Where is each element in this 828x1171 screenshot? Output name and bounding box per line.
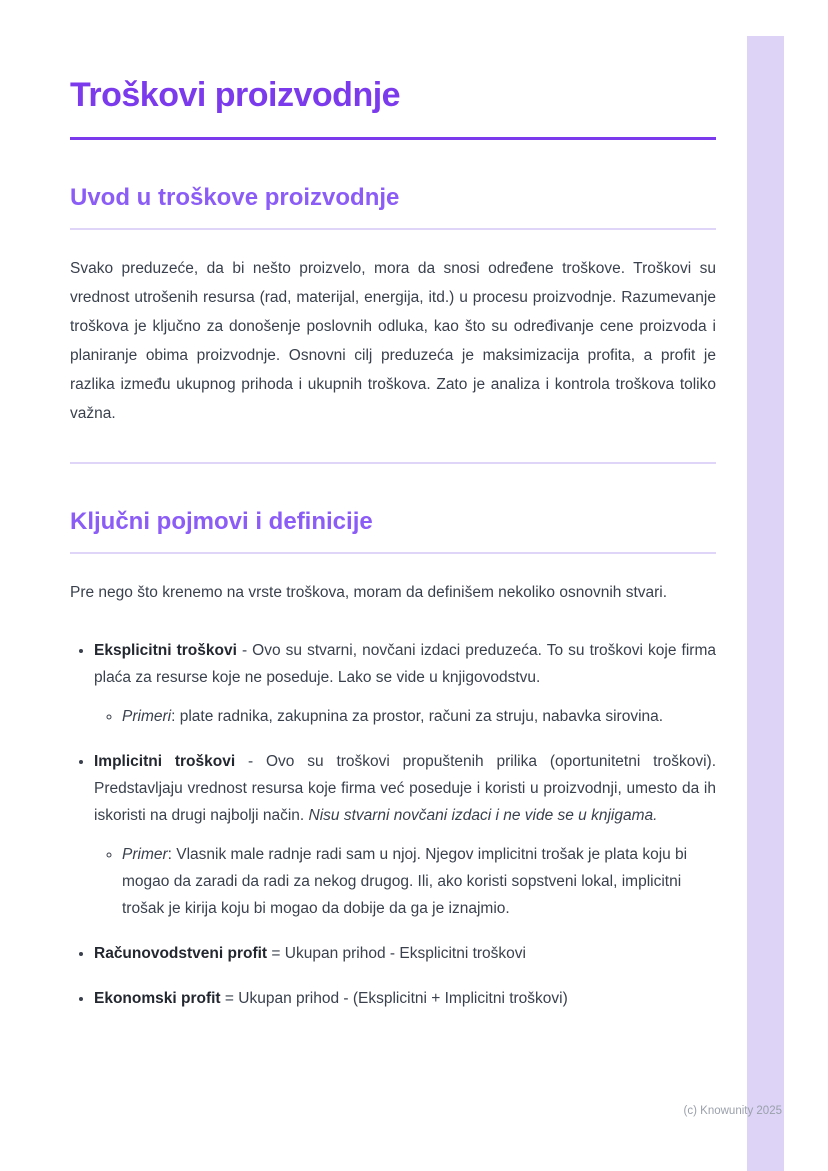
term-text: = Ukupan prihod - Eksplicitni troškovi — [267, 945, 526, 962]
term-text: - Ovo su stvarni, novčani izdaci preduzeća. To su troškovi koje firma plaća za resurse koje ne poseduje. Lako se vide u knjigovodstvu. — [94, 642, 716, 686]
terms-intro-paragraph: Pre nego što krenemo na vrste troškova, moram da definišem nekoliko osnovnih stvari. — [70, 584, 668, 601]
term-lead: Eksplicitni troškovi — [94, 642, 237, 659]
sub-list-item-primer — [122, 841, 716, 922]
term-italic-tail: Nisu stvarni novčani izdaci i ne vide se u knjigama. — [308, 807, 658, 824]
sub-list — [94, 703, 716, 730]
list-item-racunovodstveni-profit — [94, 940, 716, 967]
footer-credit: (c) Knowunity 2025 — [683, 1105, 782, 1117]
section-heading-uvod: Uvod u troškove proizvodnje — [70, 184, 400, 211]
sub-list — [94, 841, 716, 922]
example-text: : plate radnika, zakupnina za prostor, računi za struju, nabavka sirovina. — [171, 708, 664, 725]
section-divider — [70, 462, 716, 464]
term-text: = Ukupan prihod - (Eksplicitni + Implicitni troškovi) — [220, 990, 568, 1007]
heading-divider — [70, 228, 716, 230]
list-item-implicitni — [94, 748, 716, 922]
intro-paragraph: Svako preduzeće, da bi nešto proizvelo, mora da snosi određene troškove. Troškovi su vrednost utrošenih resursa (rad, materijal, energija, itd.) u procesu proizvodnje. Razumevanje troškova je ključno za donošenje poslovnih odluka, kao što su određivanje cene proizvoda i planiranje obima proizvodnje. Osnovni cilj preduzeća je maksimizacija profita, a profit je razlika između ukupnog prihoda i ukupnih troškova. Zato je analiza i kontrola troškova toliko važna. — [70, 260, 716, 422]
term-lead: Ekonomski profit — [94, 990, 221, 1007]
example-text: : Vlasnik male radnje radi sam u njoj. Njegov implicitni trošak je plata koju bi mogao da zaradi da radi za nekog drugog. Ili, ako koristi sopstveni lokal, implicitni trošak je kirija koju bi mogao da dobije da ga je iznajmio. — [122, 846, 688, 917]
list-item-ekonomski-profit — [94, 985, 716, 1012]
example-lead: Primer — [122, 846, 168, 863]
right-accent-strip — [747, 36, 784, 1171]
list-item-eksplicitni — [94, 637, 716, 730]
term-text: - Ovo su troškovi propuštenih prilika (oportunitetni troškovi). Predstavljaju vrednost resursa koje firma već poseduje i koristi u proizvodnji, umesto da ih iskoristi na drugi najbolji način. — [94, 753, 716, 824]
heading-divider — [70, 552, 716, 554]
terms-list — [70, 637, 716, 1012]
page-title: Troškovi proizvodnje — [70, 76, 401, 114]
page-content — [70, 0, 716, 1030]
title-divider — [70, 137, 716, 140]
section-heading-pojmovi: Ključni pojmovi i definicije — [70, 508, 373, 535]
term-lead: Računovodstveni profit — [94, 945, 268, 962]
term-lead: Implicitni troškovi — [94, 753, 236, 770]
sub-list-item-primeri — [122, 703, 716, 730]
example-lead: Primeri — [122, 708, 172, 725]
